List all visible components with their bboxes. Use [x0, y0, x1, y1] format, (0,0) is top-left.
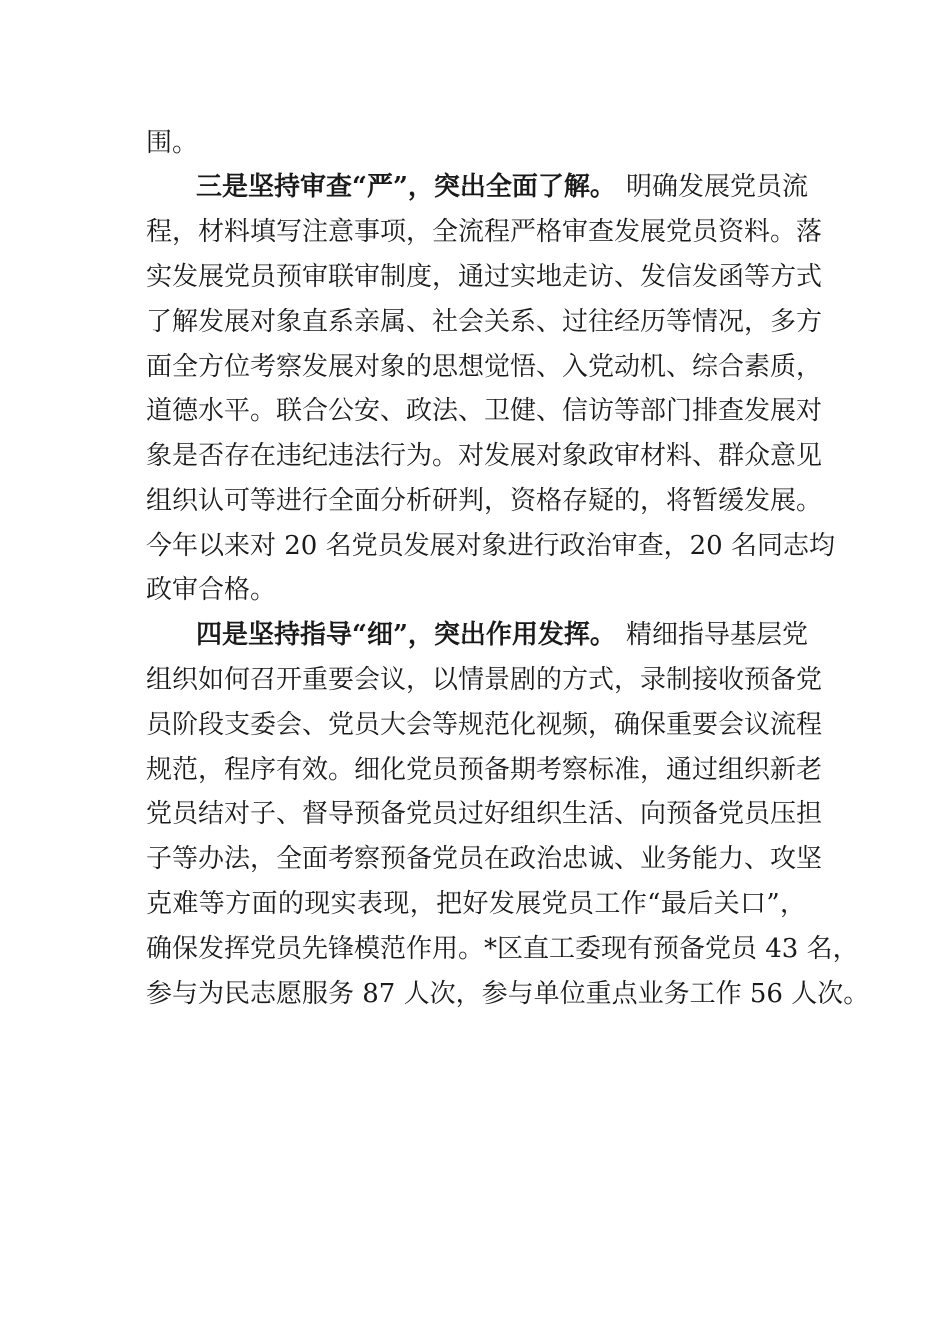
text-line — [0, 970, 950, 1018]
text-line — [0, 925, 950, 973]
line-text: 了解发展对象直系亲属、社会关系、过往经历等情况，多方 — [146, 307, 823, 337]
line-text: 参与为民志愿服务 87 人次，参与单位重点业务工作 56 人次。 — [146, 979, 870, 1009]
line-text: 组织如何召开重要会议，以情景剧的方式，录制接收预备党 — [146, 665, 823, 695]
text-line — [0, 119, 950, 167]
text-line — [0, 701, 950, 749]
text-line — [0, 343, 950, 391]
line-text: 象是否存在违纪违法行为。对发展对象政审材料、群众意见 — [146, 441, 823, 471]
text-line — [0, 656, 950, 704]
line-text: 实发展党员预审联审制度，通过实地走访、发信发函等方式 — [146, 262, 823, 292]
text-line — [0, 432, 950, 480]
line-text: 员阶段支委会、党员大会等规范化视频，确保重要会议流程 — [146, 710, 823, 740]
line-text: 明确发展党员流 — [626, 172, 809, 202]
text-line — [0, 880, 950, 928]
text-line — [0, 387, 950, 435]
line-text: 精细指导基层党 — [626, 620, 809, 650]
section-four-heading: 四是坚持指导“细”，突出作用发挥。 — [196, 620, 616, 650]
text-line — [0, 835, 950, 883]
text-line — [0, 522, 950, 570]
line-text: 规范，程序有效。细化党员预备期考察标准，通过组织新老 — [146, 755, 823, 785]
text-line — [0, 746, 950, 794]
line-text: 围。 — [146, 128, 199, 158]
section-three-heading-line — [0, 163, 950, 211]
text-line — [0, 208, 950, 256]
text-line — [0, 298, 950, 346]
text-line — [0, 566, 950, 614]
line-text: 克难等方面的现实表现，把好发展党员工作“最后关口”， — [146, 889, 806, 919]
line-text: 确保发挥党员先锋模范作用。*区直工委现有预备党员 43 名， — [146, 934, 859, 964]
section-four-heading-line — [0, 611, 950, 659]
line-text: 政审合格。 — [146, 575, 277, 605]
line-text: 今年以来对 20 名党员发展对象进行政治审查，20 名同志均 — [146, 531, 835, 561]
line-text: 组织认可等进行全面分析研判，资格存疑的，将暂缓发展。 — [146, 486, 823, 516]
text-line — [0, 477, 950, 525]
text-line — [0, 790, 950, 838]
line-text: 子等办法，全面考察预备党员在政治忠诚、业务能力、攻坚 — [146, 844, 823, 874]
line-text: 面全方位考察发展对象的思想觉悟、入党动机、综合素质， — [146, 352, 823, 382]
section-three-heading: 三是坚持审查“严”，突出全面了解。 — [196, 172, 616, 202]
line-text: 道德水平。联合公安、政法、卫健、信访等部门排查发展对 — [146, 396, 823, 426]
line-text: 程，材料填写注意事项，全流程严格审查发展党员资料。落 — [146, 217, 823, 247]
line-text: 党员结对子、督导预备党员过好组织生活、向预备党员压担 — [146, 799, 823, 829]
text-line — [0, 253, 950, 301]
